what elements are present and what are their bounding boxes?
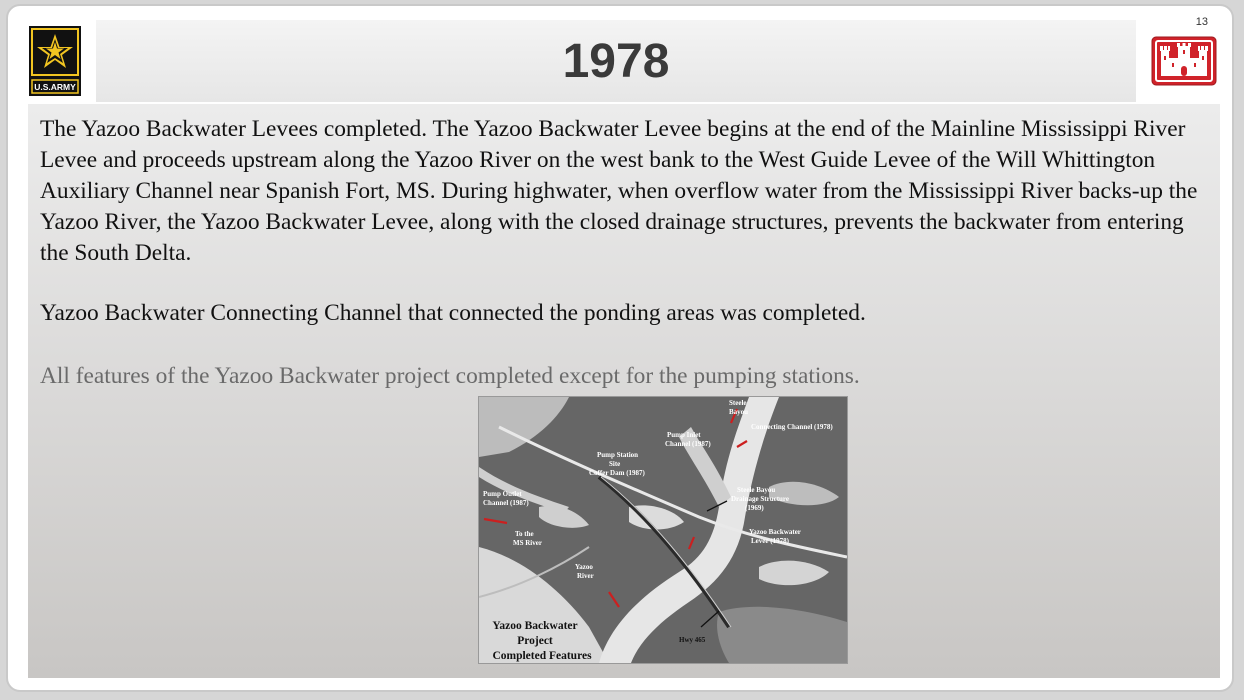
slide: [6, 4, 1234, 692]
map-label-pump-inlet-2: Channel (1987): [665, 440, 711, 448]
map-label-hwy: Hwy 465: [679, 636, 706, 644]
slide-title: 1978: [562, 34, 670, 88]
paragraph-connecting-channel: Yazoo Backwater Connecting Channel that connected the ponding areas was completed.: [40, 300, 866, 326]
content-area: [28, 104, 1220, 678]
map-label-drainage-1: Steele Bayou: [737, 486, 776, 494]
page-number: 13: [1195, 16, 1208, 28]
paragraph-features: All features of the Yazoo Backwater project completed except for the pumping stations.: [40, 363, 860, 389]
title-bar: [96, 20, 1136, 102]
map-label-ms-river-1: To the: [515, 530, 534, 538]
yazoo-backwater-aerial-map: [478, 396, 848, 664]
map-label-steele-bayou-2: Bayou: [729, 408, 749, 416]
usace-castle-logo: [1151, 36, 1217, 86]
map-caption-line-1: Yazoo Backwater: [492, 620, 578, 632]
map-label-levee-2: Levee (1978): [751, 537, 789, 545]
army-logo-text: U.S.ARMY: [34, 82, 76, 92]
map-label-levee-1: Yazoo Backwater: [749, 528, 801, 536]
us-army-logo: [29, 26, 81, 96]
map-label-pump-station-1: Pump Station: [597, 451, 639, 459]
map-label-drainage-2: Drainage Structure: [731, 495, 789, 503]
map-label-steele-bayou-1: Steele: [729, 399, 747, 407]
paragraph-levees: The Yazoo Backwater Levees completed. The Yazoo Backwater Levee begins at the end of the Mainline Mississippi River Levee and proceeds upstream along the Yazoo River on the west bank to the West Guide Levee of the Will Whittington Auxiliary Channel near Spanish Fort, MS. During highwater, when overflow water from the Mississippi River backs-up the Yazoo River, the Yazoo Backwater Levee, along with the closed drainage structures, prevents the backwater from entering the South Delta.: [40, 116, 1198, 266]
map-label-drainage-3: (1969): [745, 504, 764, 512]
map-label-yazoo-2: River: [577, 572, 594, 580]
map-label-pump-station-3: Coffer Dam (1987): [589, 469, 645, 477]
map-label-pump-station-2: Site: [609, 460, 621, 468]
map-label-pump-outlet-1: Pump Outlet: [483, 490, 522, 498]
map-caption-line-3: Completed Features: [492, 650, 592, 662]
map-label-ms-river-2: MS River: [513, 539, 542, 547]
map-label-yazoo-1: Yazoo: [575, 563, 593, 571]
map-label-pump-outlet-2: Channel (1987): [483, 499, 529, 507]
map-label-connecting-channel: Connecting Channel (1978): [751, 423, 833, 431]
map-caption-line-2: Project: [517, 635, 553, 647]
map-label-pump-inlet-1: Pump Inlet: [667, 431, 701, 439]
